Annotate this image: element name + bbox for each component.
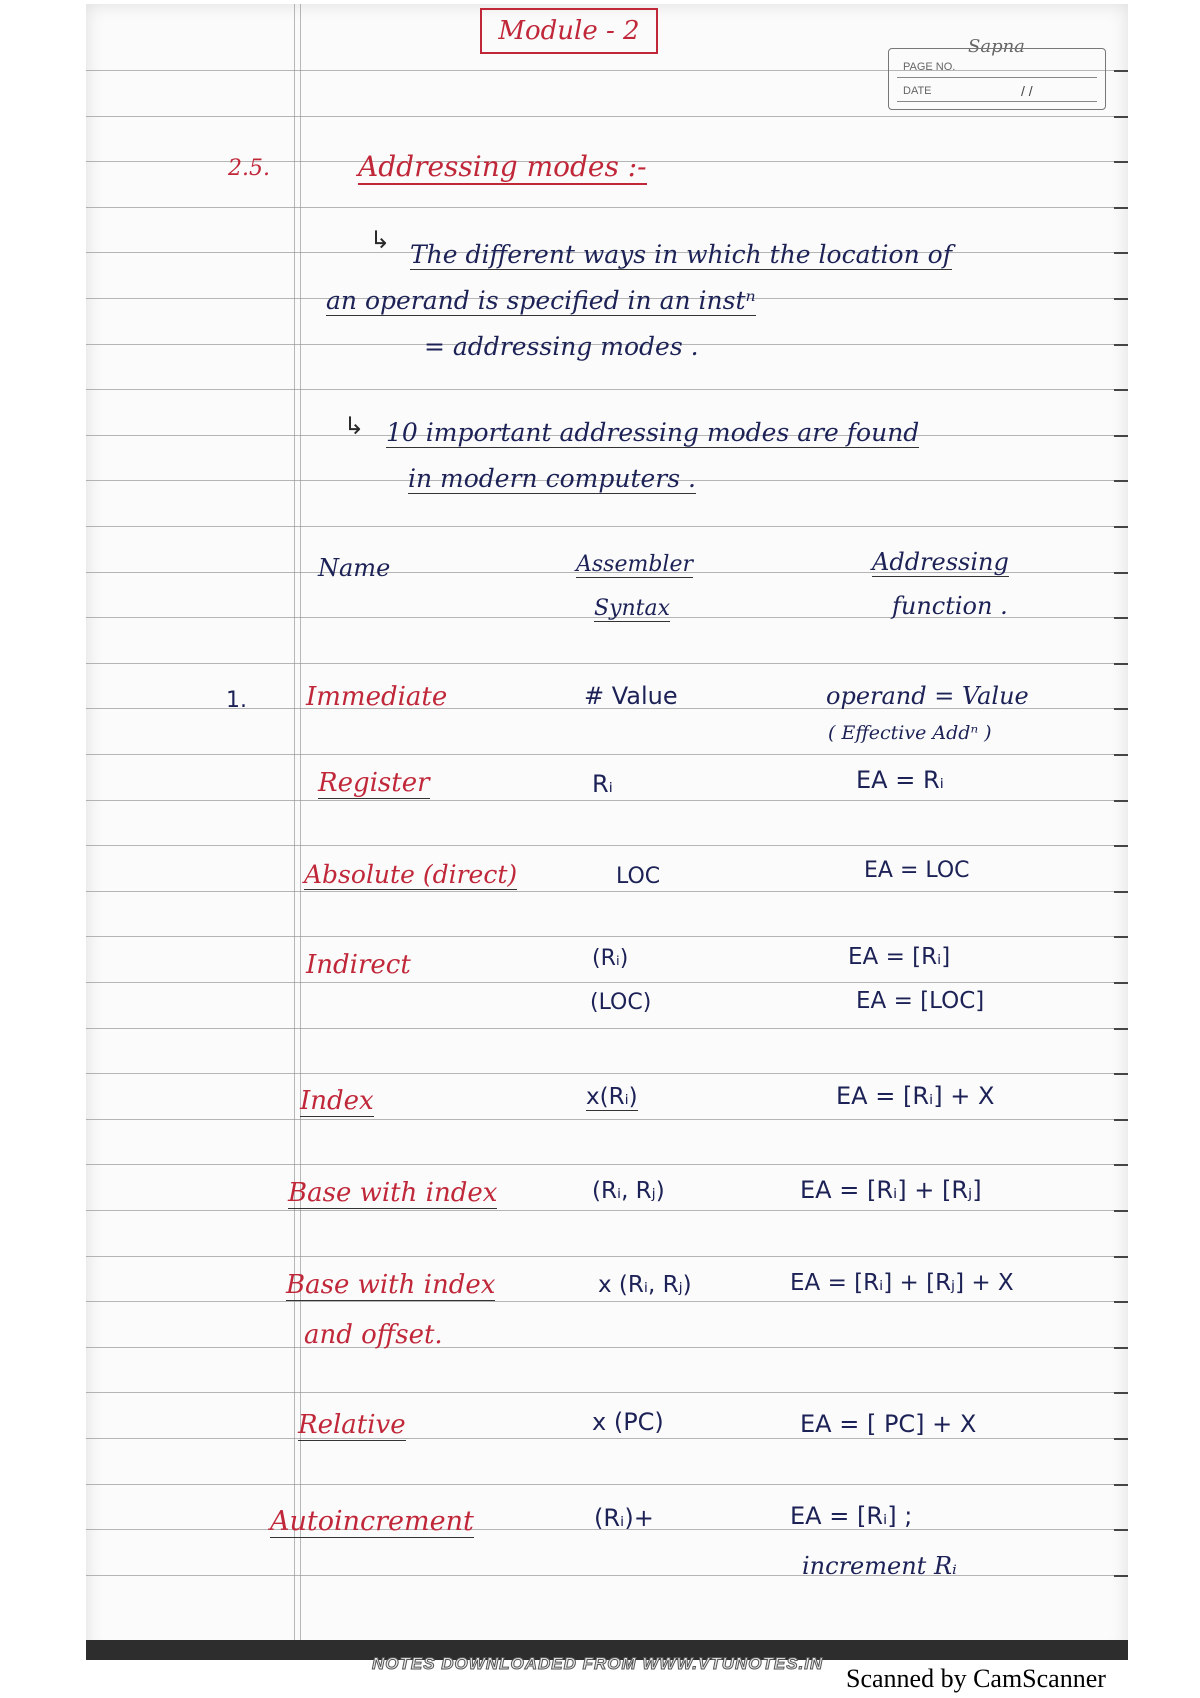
mode-function: EA = LOC [864,858,970,883]
mode-syntax: Rᵢ [592,770,613,798]
intro-line-1: The different ways in which the location of [410,240,952,269]
watermark: NOTES DOWNLOADED FROM WWW.VTUNOTES.IN [372,1654,824,1673]
edge-tick [1114,252,1128,254]
row-index: 1. [226,688,247,713]
edge-tick [1114,526,1128,528]
ruled-line [86,1301,1128,1302]
arrow-icon: ↳ [344,412,365,440]
scanner-credit: Scanned by CamScanner [846,1664,1106,1693]
edge-tick [1114,1438,1128,1440]
edge-tick [1114,1256,1128,1258]
mode-name: Register [318,768,430,798]
edge-tick [1114,207,1128,209]
edge-tick [1114,480,1128,482]
mode-name: Base with index [288,1178,498,1208]
ruled-line [86,1164,1128,1165]
brand-logo: Sapna [968,36,1025,57]
ruled-line [86,754,1128,755]
mode-function: EA = [Rᵢ] ; [790,1502,913,1530]
ruled-line [86,800,1128,801]
edge-tick [1114,617,1128,619]
edge-tick [1114,1164,1128,1166]
edge-tick [1114,344,1128,346]
mode-note: ( Effective Addⁿ ) [828,722,992,744]
edge-tick [1114,891,1128,893]
mode-function: EA = [Rᵢ] + [Rⱼ] [800,1176,982,1204]
edge-tick [1114,982,1128,984]
header-function-1: Addressing [872,548,1009,576]
ruled-line [86,1575,1128,1576]
page-date-box [888,48,1106,110]
intro-line-2: an operand is specified in an instⁿ [326,286,756,315]
ruled-line [86,1028,1128,1029]
ruled-line [86,1438,1128,1439]
mode-name-cont: and offset. [304,1320,443,1350]
ruled-line [86,663,1128,664]
module-label: Module - 2 [498,16,640,46]
ruled-line [86,1347,1128,1348]
mode-syntax: (Rᵢ)+ [594,1504,654,1532]
mode-syntax: x (Rᵢ, Rⱼ) [598,1272,692,1298]
edge-tick [1114,572,1128,574]
section-number: 2.5. [228,156,270,181]
header-name: Name [318,554,391,582]
edge-tick [1114,936,1128,938]
page-no-line [897,77,1097,78]
section-title: Addressing modes :- [358,150,647,183]
ruled-line [86,936,1128,937]
intro-line-4: 10 important addressing modes are found [386,418,920,447]
page-no-label: PAGE NO. [903,61,956,73]
ruled-line [86,845,1128,846]
mode-syntax: x (PC) [592,1408,664,1436]
edge-tick [1114,1301,1128,1303]
ruled-line [86,1256,1128,1257]
edge-tick [1114,1073,1128,1075]
ruled-line [86,1484,1128,1485]
date-label: DATE [903,85,932,97]
mode-function: EA = [Rᵢ] + X [836,1082,995,1110]
edge-tick [1114,800,1128,802]
mode-name: Absolute (direct) [304,860,518,889]
edge-tick [1114,1028,1128,1030]
arrow-icon: ↳ [370,226,391,254]
mode-function: EA = [Rᵢ] [848,944,951,970]
date-line [897,101,1097,102]
ruled-line [86,389,1128,390]
edge-tick [1114,708,1128,710]
module-title [480,8,658,54]
mode-syntax-alt: (LOC) [590,990,652,1015]
header-syntax-2: Syntax [594,596,671,621]
mode-name: Autoincrement [270,1506,474,1537]
edge-tick [1114,389,1128,391]
ruled-line [86,1210,1128,1211]
ruled-line [86,891,1128,892]
header-syntax-1: Assembler [576,552,694,577]
mode-function-alt: increment Rᵢ [802,1552,957,1580]
edge-tick [1114,298,1128,300]
ruled-line [86,116,1128,117]
date-value: / / [1021,83,1033,99]
edge-tick [1114,663,1128,665]
edge-tick [1114,1210,1128,1212]
mode-function: EA = [Rᵢ] + [Rⱼ] + X [790,1270,1014,1296]
mode-syntax: (Rᵢ) [592,946,629,971]
intro-line-3: = addressing modes . [424,332,699,361]
edge-tick [1114,845,1128,847]
mode-function: EA = Rᵢ [856,766,944,794]
edge-tick [1114,116,1128,118]
mode-syntax: LOC [616,864,661,889]
edge-tick [1114,70,1128,72]
mode-syntax: # Value [584,682,678,710]
ruled-line [86,982,1128,983]
mode-syntax: x(Rᵢ) [586,1084,638,1110]
intro-line-5: in modern computers . [408,464,696,493]
mode-name: Immediate [306,682,448,712]
mode-function: EA = [ PC] + X [800,1410,977,1438]
ruled-line [86,1119,1128,1120]
mode-name: Relative [298,1410,406,1440]
edge-tick [1114,1529,1128,1531]
edge-tick [1114,1392,1128,1394]
ruled-line [86,207,1128,208]
edge-tick [1114,435,1128,437]
ruled-line [86,526,1128,527]
mode-function: operand = Value [826,682,1029,710]
edge-tick [1114,1484,1128,1486]
edge-tick [1114,1347,1128,1349]
edge-tick [1114,754,1128,756]
mode-name: Index [300,1086,374,1116]
header-function-2: function . [892,592,1008,620]
mode-name: Base with index [286,1270,496,1300]
mode-name: Indirect [306,950,411,980]
ruled-line [86,1392,1128,1393]
ruled-line [86,1073,1128,1074]
edge-tick [1114,161,1128,163]
mode-syntax: (Rᵢ, Rⱼ) [592,1178,665,1204]
mode-function-alt: EA = [LOC] [856,988,985,1014]
edge-tick [1114,1119,1128,1121]
edge-tick [1114,1575,1128,1577]
